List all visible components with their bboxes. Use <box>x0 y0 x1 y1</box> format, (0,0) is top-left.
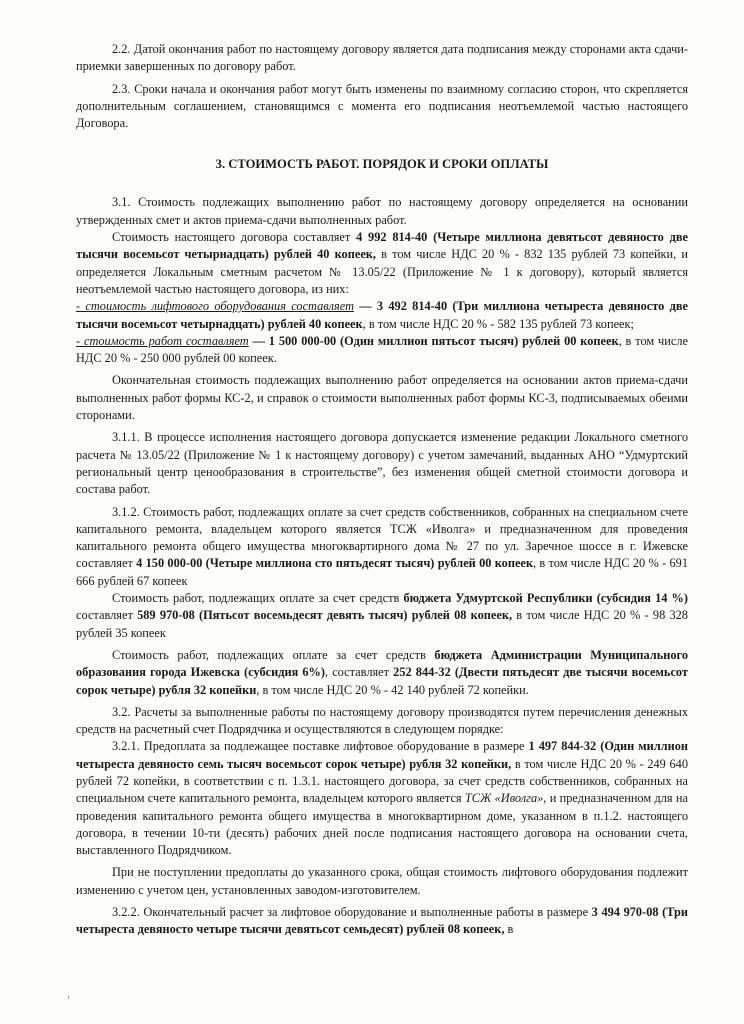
works-cost-amount: — 1 500 000-00 (Один миллион пятьсот тысяч) рублей 00 копеек <box>248 333 619 348</box>
clause-3-1-2-tail: , в том числе НДС 20 % - 691 666 рублей 67 копеек <box>76 556 688 588</box>
final-cost-paragraph: Окончательная стоимость подлежащих выполнению работ определяется на основании актов приема-сдачи выполненных работ формы КС-2, и справок о стоимости выполненных работ формы КС-3, подписываемых обеими сторонами. <box>76 373 688 423</box>
contract-total-paragraph <box>76 229 688 298</box>
budget-city-paragraph <box>76 647 688 699</box>
lift-cost-label: - стоимость лифтового оборудования составляет <box>76 299 354 314</box>
budget-ur-amount: 589 970-08 (Пятьсот восемьдесят девять тысяч) рублей 08 копеек, <box>137 608 513 623</box>
lift-cost-paragraph <box>76 298 688 333</box>
section-3-title: 3. СТОИМОСТЬ РАБОТ. ПОРЯДОК И СРОКИ ОПЛАТЫ <box>215 157 549 172</box>
scan-mark <box>68 996 69 999</box>
works-cost-tail: , в том числе НДС 20 % - 250 000 рублей 00 копеек. <box>76 333 688 366</box>
lift-cost-amount: — 3 492 814-40 (Три миллиона четыреста девяносто две тысячи восемьсот четырнадцать) рублей 40 копеек <box>76 299 688 331</box>
contract-total-lead: Стоимость настоящего договора составляет <box>112 230 357 245</box>
clause-3-1: 3.1. Стоимость подлежащих выполнению работ по настоящему договору определяется на основании утвержденных смет и актов приема-сдачи выполненных работ. <box>76 195 688 227</box>
clause-3-1-2-amount: 4 150 000-00 (Четыре миллиона сто пятьдесят тысяч) рублей 00 копеек <box>136 556 534 571</box>
clause-3-2-1-amount: 1 497 844-32 (Один миллион четыреста девяносто семь тысяч восемьсот сорок четыре) рубля 32 копейки, <box>76 739 688 771</box>
clause-3-2-2-lead: 3.2.2. Окончательный расчет за лифтовое оборудование и выполненные работы в размере <box>112 905 592 920</box>
budget-ur-lead: Стоимость работ, подлежащих оплате за счет средств <box>112 591 404 606</box>
budget-city-amount: 252 844-32 (Двести пятьдесят две тысячи восемьсот сорок четыре) рубля 32 копейки <box>76 665 688 697</box>
clause-3-1-2 <box>76 504 688 590</box>
clause-3-2: 3.2. Расчеты за выполненные работы по настоящему договору производятся путем перечисления денежных средств на расчетный счет Подрядчика и осуществляются в следующем порядке: <box>76 704 688 737</box>
clause-2-3: 2.3. Сроки начала и окончания работ могут быть изменены по взаимному согласию сторон, что скрепляется дополнительным соглашением, становящимся с момента его подписания неотъемлемой частью настоящего Договора. <box>76 81 688 131</box>
lift-cost-tail: , в том числе НДС 20 % - 582 135 рублей 73 копеек; <box>362 316 634 331</box>
clause-3-2-1-body: в том числе НДС 20 % - 249 640 рублей 72 копейки, в соответствии с п. 1.3.1. настоящего договора, за счет средств собственников, собранных на специальном счете капитального ремонта, владельцем которого является <box>76 756 688 806</box>
clause-3-2-1-tail: и предназначенном для на проведения капитального ремонта общего имущества в многоквартирном доме, указанном в п.1.2. настоящего договора, в течении 10-ти (десять) рабочих дней после подписания настоящего договора на основании счета, выставленного Подрядчиком. <box>76 791 688 858</box>
budget-city-lead: Стоимость работ, подлежащих оплате за счет средств <box>112 647 435 662</box>
clause-2-2: 2.2. Датой окончания работ по настоящему договору является дата подписания между сторонами акта сдачи-приемки завершенных по договору работ. <box>76 42 688 74</box>
clause-3-1-2-lead: 3.1.2. Стоимость работ, подлежащих оплате за счет средств собственников, собранных на специальном счете капитального ремонта, владельцем которого является ТСЖ «Иволга» и предназначенном для проведения капитального ремонта общего имущества многоквартирного дома № 27 по ул. Заречное шоссе в г. Ижевске составляет <box>76 504 688 571</box>
budget-ur-paragraph <box>76 590 688 642</box>
clause-3-2-1 <box>76 738 688 859</box>
contract-total-amount: 4 992 814-40 (Четыре миллиона девятьсот девяносто две тысячи восемьсот четырнадцать) рублей 40 копеек, <box>76 230 688 262</box>
budget-ur-mid: составляет <box>76 608 138 623</box>
budget-city-source: бюджета Администрации Муниципального образования города Ижевска (субсидия 6%) <box>76 647 688 680</box>
budget-ur-tail: в том числе НДС 20 % - 98 328 рублей 35 копеек <box>76 608 688 640</box>
budget-ur-source: бюджета Удмуртской Республики (субсидия 14 %) <box>403 591 689 606</box>
clause-3-2-2-amount: 3 494 970-08 (Три четыреста девяносто четыре тысячи девятьсот семьдесят) рублей 08 копеек, <box>76 905 688 937</box>
budget-city-tail: , в том числе НДС 20 % - 42 140 рублей 72 копейки. <box>256 682 529 697</box>
clause-3-1-1: 3.1.1. В процессе исполнения настоящего договора допускается изменение редакции Локального сметного расчета № 13.05/22 (Приложение № 1 к настоящему договору) с учетом замечаний, выданных АНО “Удмуртский региональный центр ценообразования в строительстве”, без изменения общей сметной стоимости договора и состава работ. <box>76 430 688 497</box>
works-cost-label: - стоимость работ составляет <box>76 333 249 348</box>
works-cost-paragraph <box>76 333 688 368</box>
clause-3-2-1-lead: 3.2.1. Предоплата за подлежащее поставке лифтовое оборудование в размере <box>112 739 529 754</box>
prepayment-note: При не поступлении предоплаты до указанного срока, общая стоимость лифтового оборудования подлежит изменению с учетом цен, установленных заводом-изготовителем. <box>76 865 688 897</box>
clause-3-2-2 <box>76 904 688 939</box>
budget-city-mid: , составляет <box>325 665 394 680</box>
contract-total-tail: в том числе НДС 20 % - 832 135 рублей 73 копейки, и определяется Локальным сметным расчетом № 13.05/22 (Приложение № 1 к договору), который является неотъемлемой частью настоящего договора, из них: <box>76 247 688 296</box>
clause-3-2-1-owner: ТСЖ «Иволга», <box>464 791 547 806</box>
clause-3-2-2-tail: в <box>504 922 514 937</box>
